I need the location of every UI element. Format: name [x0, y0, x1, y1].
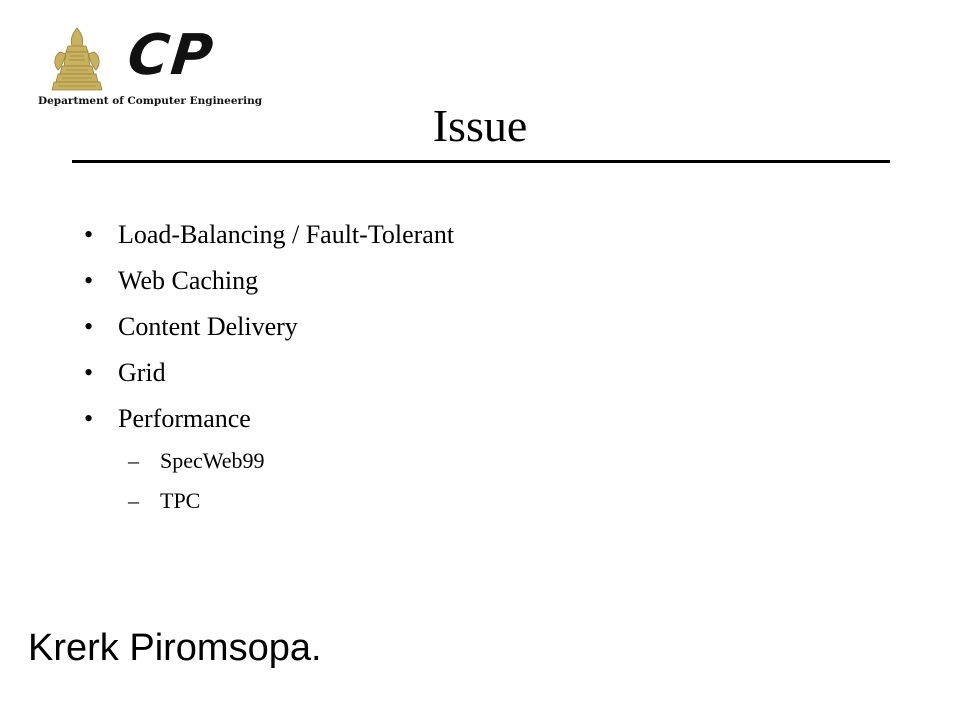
- list-item: [84, 214, 884, 260]
- author-footer: Krerk Piromsopa.: [28, 627, 322, 669]
- dash-icon: –: [128, 488, 139, 513]
- slide-title: Issue: [432, 100, 528, 151]
- sub-list-item-text: TPC: [160, 488, 201, 513]
- sub-list-item: [84, 484, 884, 524]
- list-item-text: Content Delivery: [118, 312, 298, 341]
- sub-list-item-text: SpecWeb99: [160, 448, 265, 473]
- list-item: [84, 260, 884, 306]
- title-underline: [72, 160, 890, 163]
- list-item: [84, 352, 884, 398]
- phra-kiao-emblem-icon: [50, 26, 104, 92]
- bullet-icon: •: [84, 220, 94, 249]
- brand-wordmark: CP: [124, 23, 218, 88]
- department-name: Department of Computer Engineering: [38, 95, 263, 107]
- list-item: [84, 398, 884, 444]
- sub-list-item: [84, 444, 884, 484]
- list-item-text: Web Caching: [118, 266, 259, 295]
- slide-content: [84, 214, 884, 524]
- bullet-icon: •: [84, 266, 94, 295]
- list-item-text: Load-Balancing / Fault-Tolerant: [118, 220, 455, 249]
- bullet-icon: •: [84, 404, 94, 433]
- list-item-text: Grid: [118, 358, 166, 387]
- bullet-icon: •: [84, 358, 94, 387]
- list-item: [84, 306, 884, 352]
- dash-icon: –: [128, 448, 139, 473]
- bullet-icon: •: [84, 312, 94, 341]
- list-item-text: Performance: [118, 404, 251, 433]
